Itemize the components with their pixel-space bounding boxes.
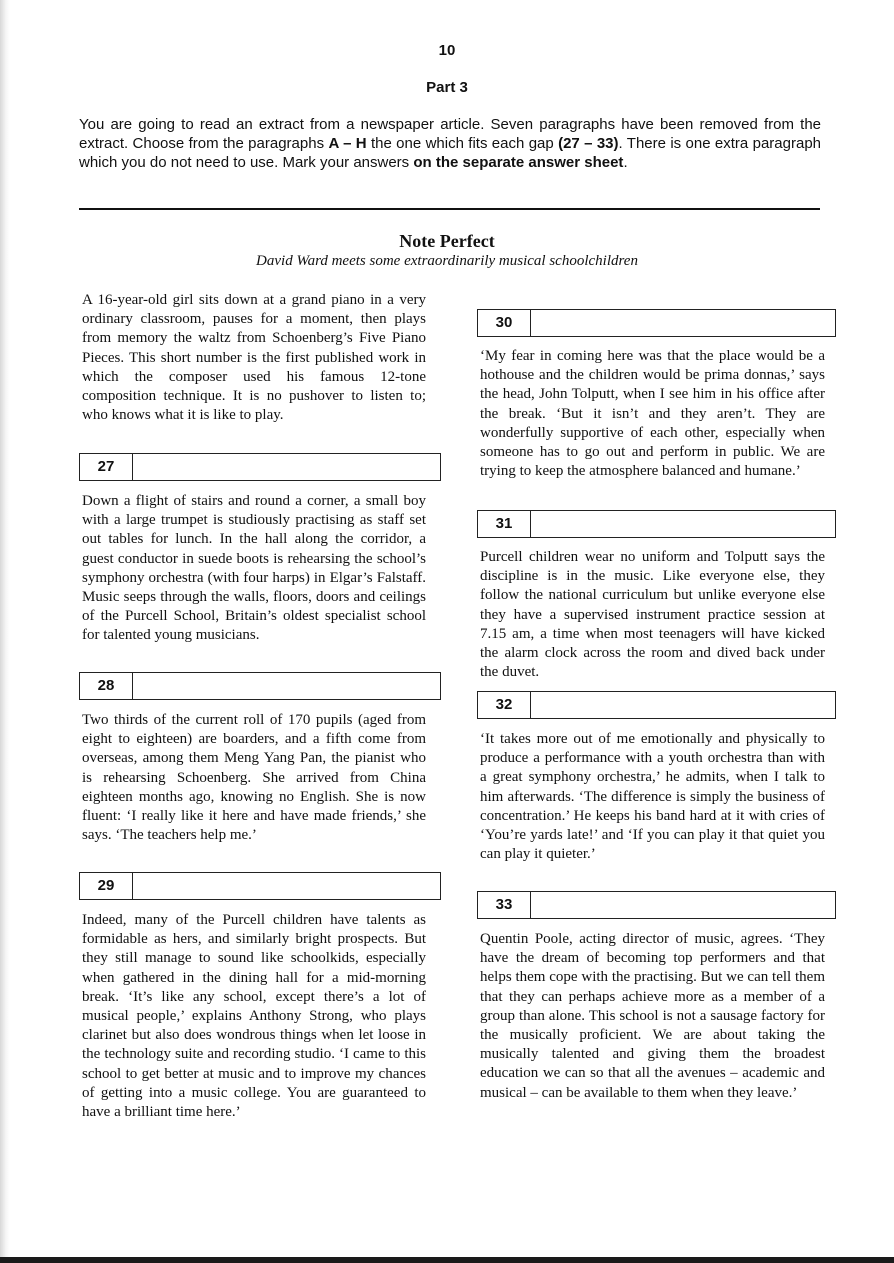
article-paragraph: Two thirds of the current roll of 170 pupils (aged from eight to eighteen) are boarders, and a fifth come from overseas, among them Meng Yang Pan, the pianist who is rehearsing Schoenberg. She arrived from China eighteen months ago, knowing no English. She is now fluent: ‘I really like it here and have made friends,’ she says. ‘The teachers help me.’: [82, 712, 426, 844]
gap-number: 28: [80, 673, 133, 699]
article-subtitle: David Ward meets some extraordinarily musical schoolchildren: [256, 253, 638, 269]
gap-answer-field[interactable]: [133, 873, 440, 899]
article-paragraph: Down a flight of stairs and round a corner, a small boy with a large trumpet is studiously practising as staff set out tables for lunch. In the hall along the corridor, a guest conductor in suede boots is rehearsing the school’s symphony orchestra (with four harps) in Elgar’s Falstaff. Music seeps through the walls, floors, doors and ceilings of the Purcell School, Britain’s oldest specialist school for talented young musicians.: [82, 493, 426, 644]
article-paragraph: ‘It takes more out of me emotionally and physically to produce a performance with a youth orchestra than with a great symphony orchestra,’ he admits, when I talk to him afterwards. ‘The difference is simply the business of concentration.’ He keeps his band hard at it with cries of ‘You’re yards late!’ and ‘If you can play it that quiet you can play it quieter.’: [480, 731, 825, 863]
scan-bottom-edge: [0, 1257, 894, 1263]
instructions-text: You are going to read an extract from a newspaper article. Seven paragraphs have been removed from the extract. Choose from the paragraphs: [79, 116, 821, 152]
page-number: 10: [438, 42, 456, 59]
instructions-letters: A – H: [328, 135, 367, 152]
gap-number: 29: [80, 873, 133, 899]
article-title: Note Perfect: [399, 231, 495, 251]
instructions-gap-range: (27 – 33): [558, 135, 619, 152]
gap-number: 33: [478, 892, 531, 918]
answer-gap-28[interactable]: [79, 672, 441, 700]
part-title: Part 3: [426, 79, 468, 96]
gap-answer-field[interactable]: [531, 692, 835, 718]
article-paragraph: Purcell children wear no uniform and Tolputt says the discipline is in the music. Like everyone else, they follow the national curriculum but unlike everyone else they have a supervised instrument practice session at 7.15 am, a time when most teenagers will have kicked the alarm clock across the room and dived back under the duvet.: [480, 549, 825, 681]
scan-shadow-edge: [0, 0, 10, 1263]
gap-answer-field[interactable]: [133, 454, 440, 480]
instructions-emphasis: on the separate answer sheet: [413, 154, 624, 171]
gap-number: 27: [80, 454, 133, 480]
gap-number: 32: [478, 692, 531, 718]
answer-gap-27[interactable]: [79, 453, 441, 481]
answer-gap-32[interactable]: [477, 691, 836, 719]
task-instructions: [79, 115, 821, 172]
answer-gap-33[interactable]: [477, 891, 836, 919]
article-paragraph: ‘My fear in coming here was that the place would be a hothouse and the children would be prima donnas,’ says the head, John Tolputt, when I see him in his office after the break. ‘But it isn’t and they aren’t. They are wonderfully supportive of each other, especially when someone has to go out and perform in public. We are trying to keep the atmosphere balanced and humane.’: [480, 348, 825, 480]
article-paragraph: Quentin Poole, acting director of music, agrees. ‘They have the dream of becoming top performers and that helps them cope with the practising. But we can tell them that they can perhaps achieve more as a member of a group than alone. This school is not a sausage factory for the musically proficient. We are about taking the musically talented and giving them the broadest education we can so that all the avenues – academic and musical – can be available to them when they leave.’: [480, 931, 825, 1101]
gap-answer-field[interactable]: [531, 310, 835, 336]
gap-answer-field[interactable]: [531, 511, 835, 537]
article-paragraph: A 16-year-old girl sits down at a grand piano in a very ordinary classroom, pauses for a moment, then plays from memory the waltz from Schoenberg’s Five Piano Pieces. This short number is the first published work in which the composer used his famous 12-tone composition technique. It is no pushover to listen to; who knows what it is like to play.: [82, 292, 426, 424]
instructions-text: .: [623, 154, 628, 171]
answer-gap-29[interactable]: [79, 872, 441, 900]
gap-number: 31: [478, 511, 531, 537]
answer-gap-31[interactable]: [477, 510, 836, 538]
instructions-text: the one which fits each gap: [366, 135, 559, 152]
gap-answer-field[interactable]: [133, 673, 440, 699]
section-divider: [79, 208, 820, 210]
gap-answer-field[interactable]: [531, 892, 835, 918]
gap-number: 30: [478, 310, 531, 336]
instructions-text: . There is one extra paragraph which you do not need to use. Mark your answers: [79, 135, 822, 171]
article-paragraph: Indeed, many of the Purcell children have talents as formidable as hers, and similarly bright prospects. But they still manage to sound like schoolkids, especially when gathered in the dining hall for a mid-morning break. ‘It’s like any school, except there’s a lot of musical people,’ explains Anthony Strong, who plays clarinet but also does wondrous things when let loose in the technology suite and recording studio. ‘I came to this school to get better at music and to improve my chances of getting into a music college. You are guaranteed to have a brilliant time here.’: [82, 912, 426, 1121]
answer-gap-30[interactable]: [477, 309, 836, 337]
